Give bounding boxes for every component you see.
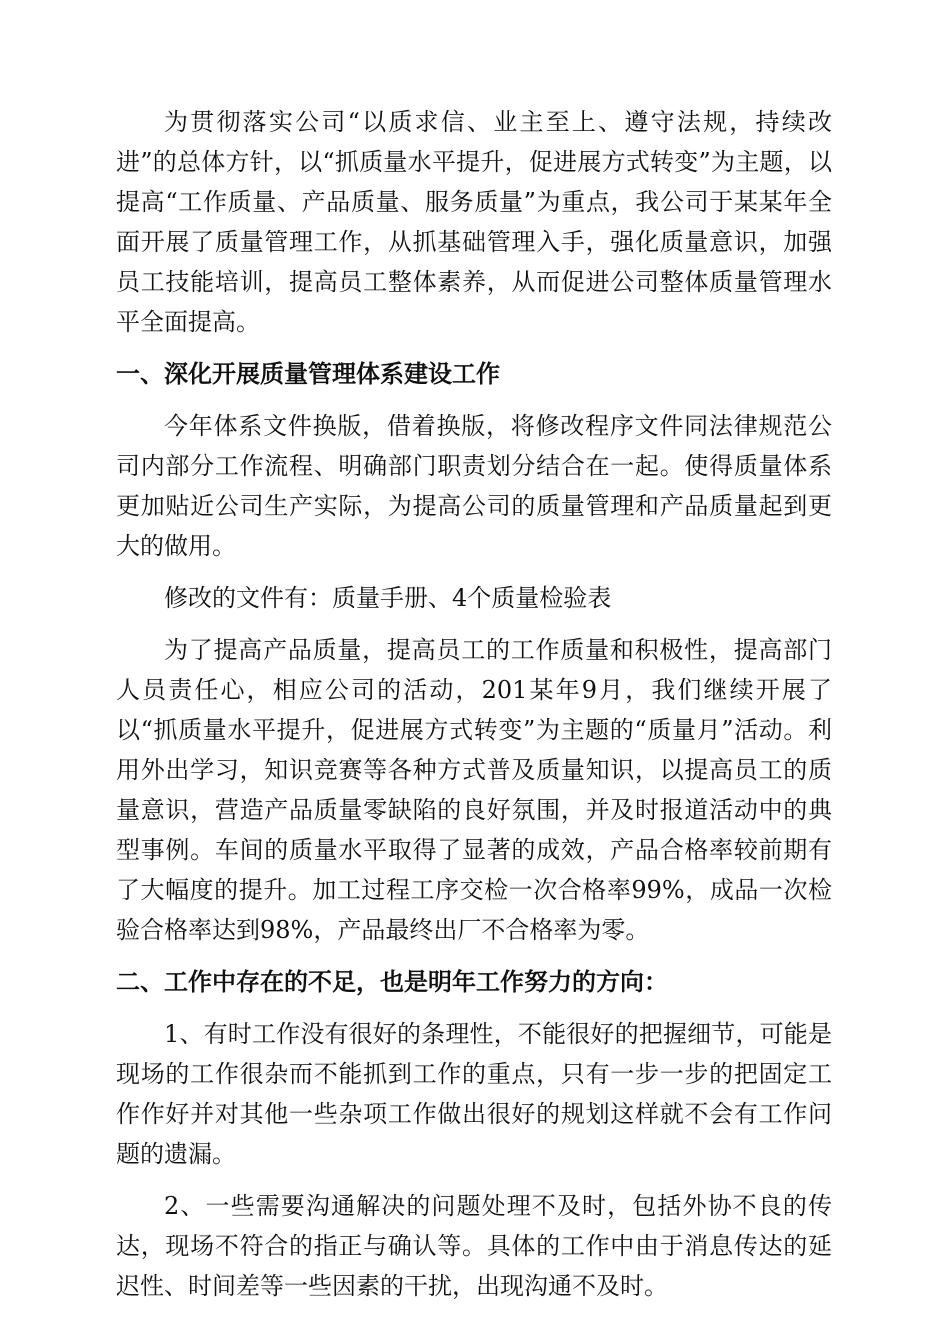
quality-month-paragraph: 为了提高产品质量，提高员工的工作质量和积极性，提高部门人员责任心，相应公司的活动，201某年9月，我们继续开展了以“抓质量水平提升，促进展方式转变”为主题的“质量月”活动。利用外出学习，知识竞赛等各种方式普及质量知识，以提高员工的质量意识，营造产品质量零缺陷的良好氛围，并及时报道活动中的典型事例。车间的质量水平取得了显著的成效，产品合格率较前期有了大幅度的提升。加工过程工序交检一次合格率99%，成品一次检验合格率达到98%，产品最终出厂不合格率为零。	[116, 636, 832, 944]
document-body	[116, 102, 832, 1306]
spacer	[116, 1174, 832, 1186]
system-docs-paragraph: 今年体系文件换版，借着换版，将修改程序文件同法律规范公司内部分工作流程、明确部门职责划分结合在一起。使得质量体系更加贴近公司生产实际，为提高公司的质量管理和产品质量起到更大的做用。	[116, 412, 832, 560]
modified-files-paragraph: 修改的文件有：质量手册、4个质量检验表	[164, 584, 612, 612]
intro-paragraph: 为贯彻落实公司“以质求信、业主至上、遵守法规，持续改进”的总体方针，以“抓质量水平提升，促进展方式转变”为主题，以提高“工作质量、产品质量、服务质量”为重点，我公司于某某年全面开展了质量管理工作，从抓基础管理入手，强化质量意识，加强员工技能培训，提高员工整体素养，从而促进公司整体质量管理水平全面提高。	[116, 108, 832, 336]
section-heading-2: 二、工作中存在的不足，也是明年工作努力的方向：	[116, 968, 668, 996]
shortcoming-item-2: 2、一些需要沟通解决的问题处理不及时，包括外协不良的传达，现场不符合的指正与确认等。具体的工作中由于消息传达的延迟性、时间差等一些因素的干扰，出现沟通不及时。	[116, 1192, 832, 1300]
shortcoming-item-1: 1、有时工作没有很好的条理性，不能很好的把握细节，可能是现场的工作很杂而不能抓到工作的重点，只有一步一步的把固定工作作好并对其他一些杂项工作做出很好的规划这样就不会有工作问题的遗漏。	[116, 1020, 832, 1168]
spacer	[116, 342, 832, 354]
spacer	[116, 1002, 832, 1014]
section-heading-1: 一、深化开展质量管理体系建设工作	[116, 360, 500, 388]
spacer	[116, 394, 832, 406]
spacer	[116, 618, 832, 630]
spacer	[116, 950, 832, 962]
spacer	[116, 566, 832, 578]
